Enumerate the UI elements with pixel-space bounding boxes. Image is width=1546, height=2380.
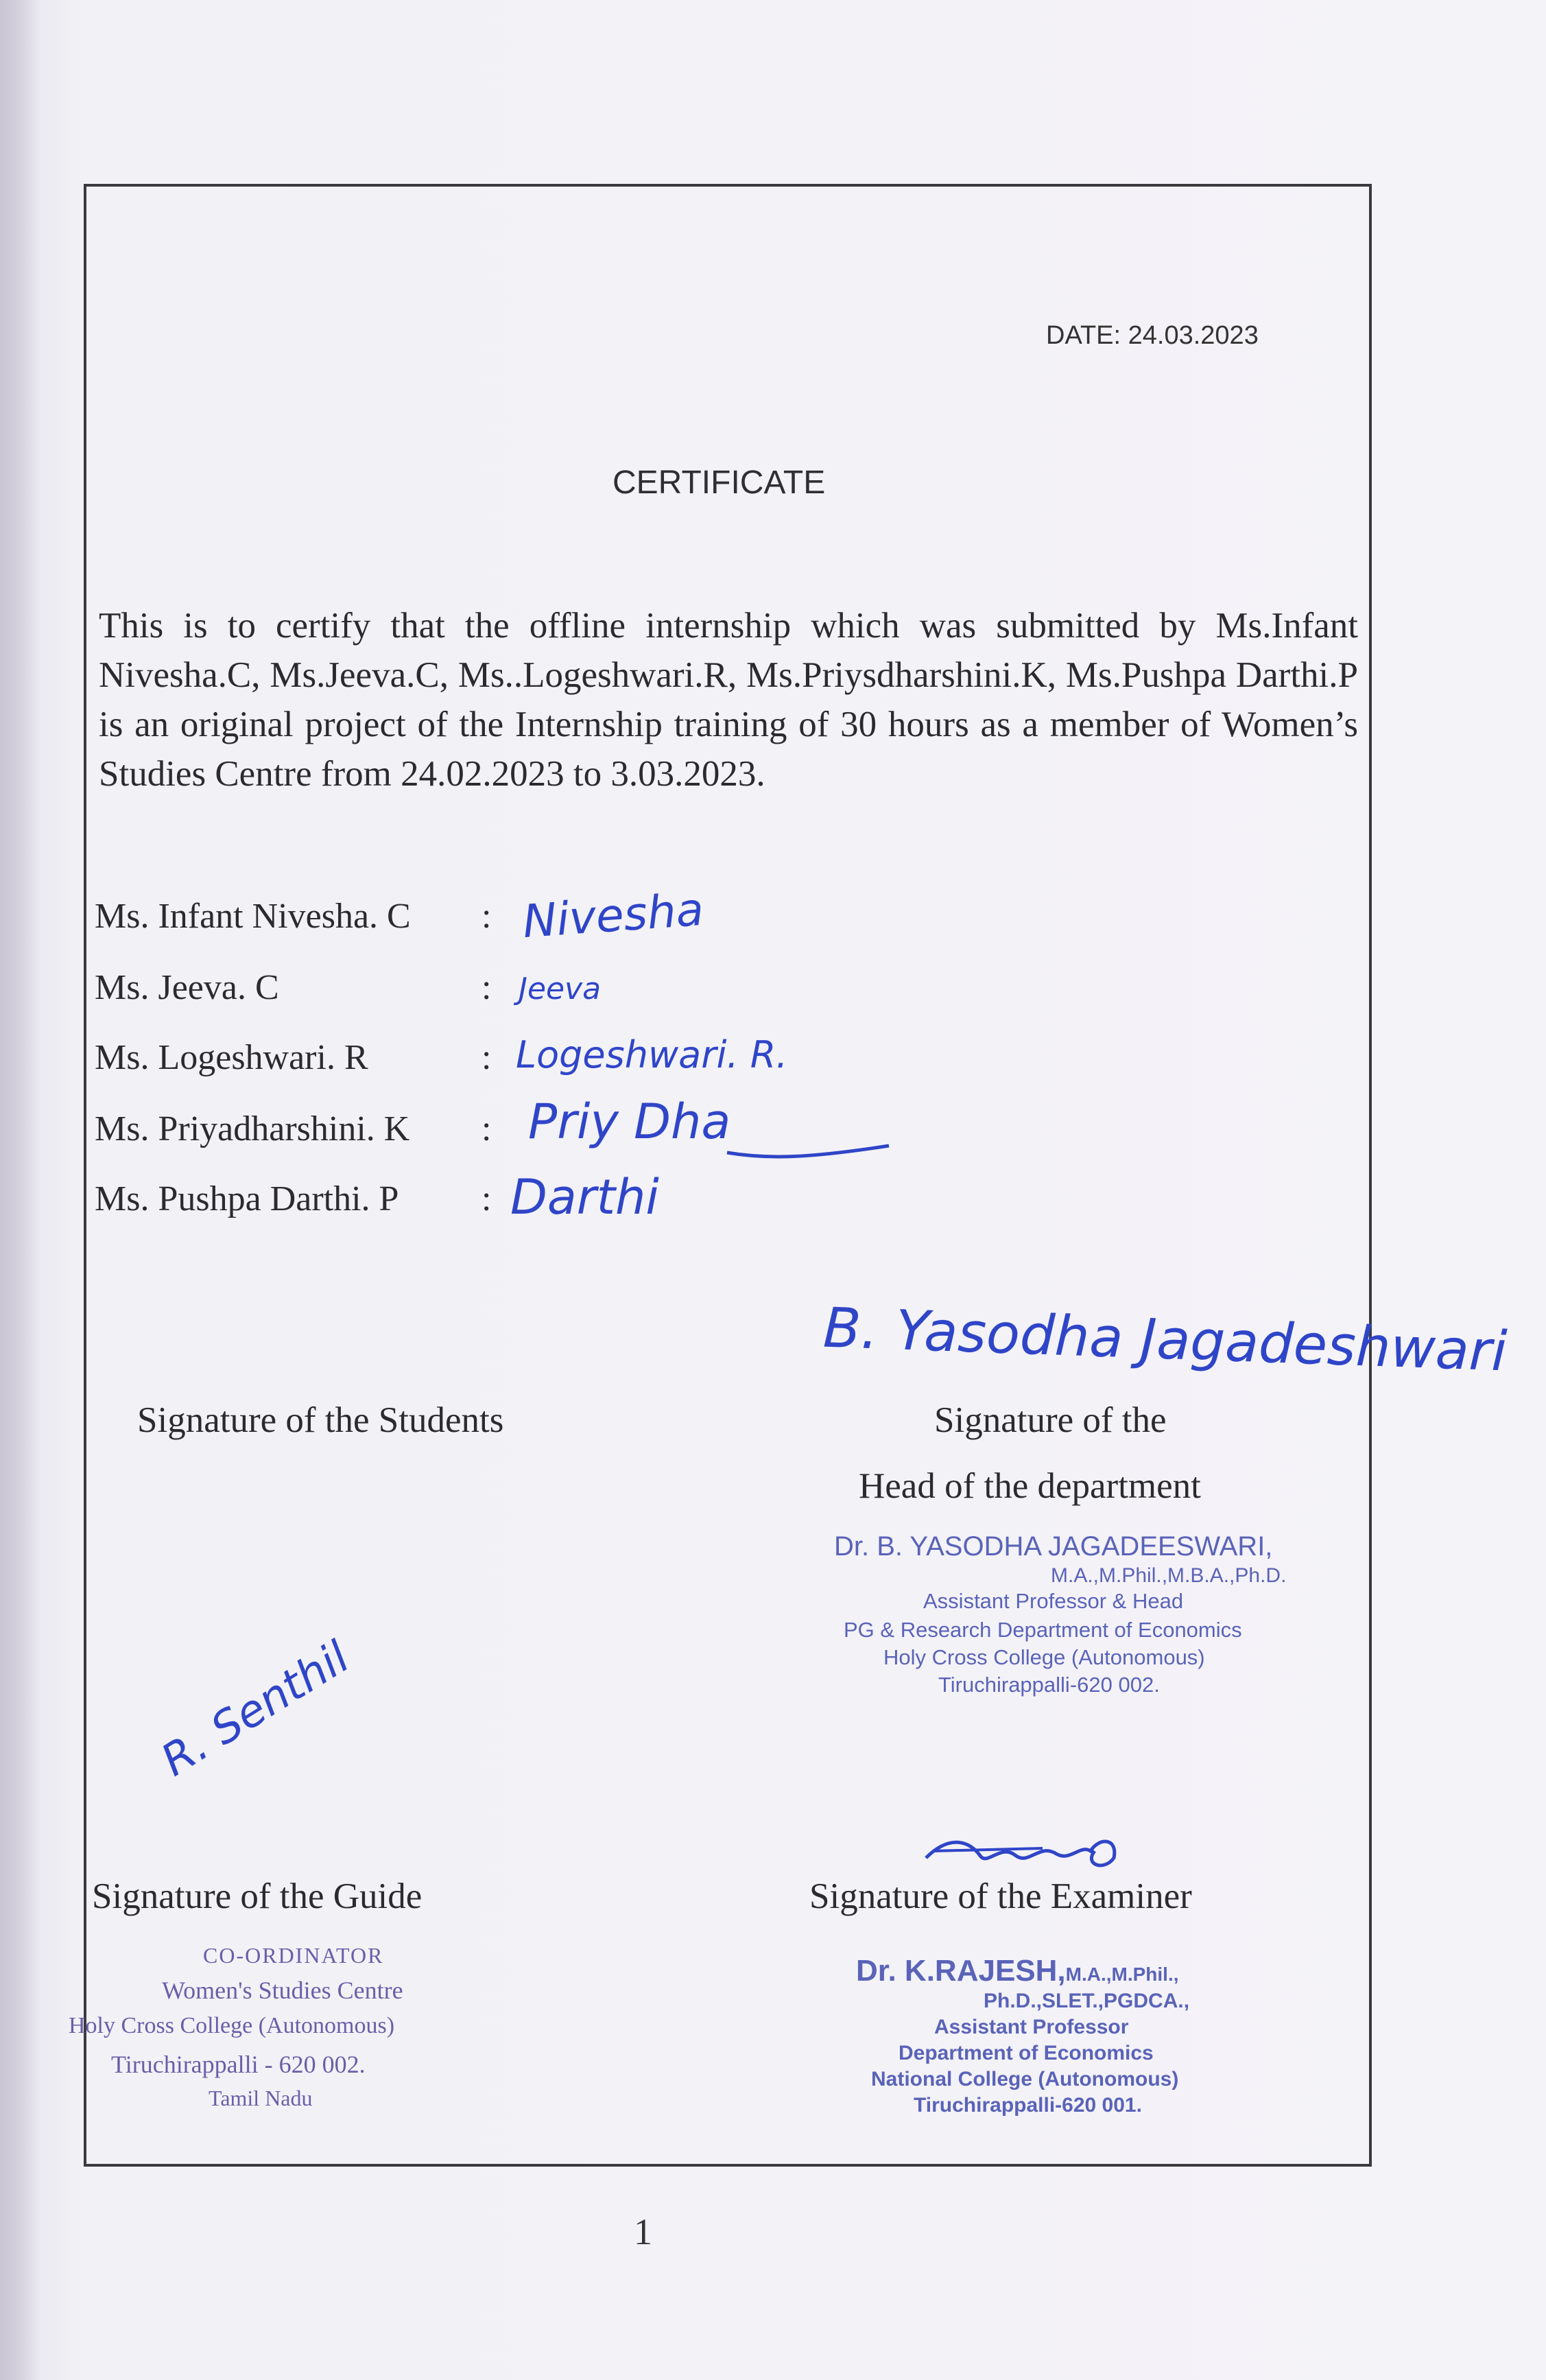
page-binding-edge xyxy=(0,0,41,2380)
guide-stamp-college: Holy Cross College (Autonomous) xyxy=(69,2013,395,2038)
hod-stamp-college: Holy Cross College (Autonomous) xyxy=(883,1645,1205,1669)
examiner-degrees: M.A.,M.Phil., xyxy=(1065,1964,1179,1985)
guide-stamp-city: Tiruchirappalli - 620 002. xyxy=(111,2051,366,2078)
colon: : xyxy=(481,897,492,936)
hod-title-label: Head of the department xyxy=(859,1466,1201,1506)
students-signature-label: Signature of the Students xyxy=(137,1400,504,1440)
guide-signature: R. Senthil xyxy=(152,1631,359,1787)
student-signature: Nivesha xyxy=(521,882,706,949)
examiner-name: Dr. K.RAJESH, xyxy=(856,1954,1066,1988)
colon: : xyxy=(481,968,492,1007)
guide-signature-label: Signature of the Guide xyxy=(92,1876,423,1916)
student-signature: Priy Dha xyxy=(528,1094,731,1150)
examiner-stamp-city: Tiruchirappalli-620 001. xyxy=(914,2094,1142,2117)
hod-stamp-city: Tiruchirappalli-620 002. xyxy=(938,1673,1160,1697)
student-name: Ms. Jeeva. C xyxy=(95,968,279,1007)
student-signature: Darthi xyxy=(510,1169,659,1225)
hod-signature-label: Signature of the xyxy=(934,1400,1167,1440)
hod-stamp-designation: Assistant Professor & Head xyxy=(923,1589,1184,1613)
signature-flourish xyxy=(727,1139,892,1166)
student-name: Ms. Pushpa Darthi. P xyxy=(95,1179,399,1218)
guide-stamp-state: Tamil Nadu xyxy=(209,2086,313,2110)
hod-stamp-name: Dr. B. YASODHA JAGADEESWARI, xyxy=(834,1531,1273,1562)
hod-stamp-degrees: M.A.,M.Phil.,M.B.A.,Ph.D. xyxy=(1051,1564,1287,1587)
student-signature: Jeeva xyxy=(519,971,602,1006)
page-number: 1 xyxy=(634,2211,652,2252)
examiner-stamp-department: Department of Economics xyxy=(899,2042,1154,2064)
certificate-body xyxy=(99,601,1358,799)
guide-stamp-title: CO-ORDINATOR xyxy=(203,1943,384,1968)
student-name: Ms. Infant Nivesha. C xyxy=(95,897,411,936)
student-name: Ms. Priyadharshini. K xyxy=(95,1109,410,1148)
hod-stamp-department: PG & Research Department of Economics xyxy=(844,1618,1242,1642)
certificate-date: DATE: 24.03.2023 xyxy=(1046,321,1259,350)
colon: : xyxy=(481,1109,492,1148)
colon: : xyxy=(481,1179,492,1218)
examiner-stamp-college: National College (Autonomous) xyxy=(871,2068,1179,2090)
examiner-stamp-name xyxy=(856,1954,1179,1988)
guide-stamp-centre: Women's Studies Centre xyxy=(162,1977,403,2004)
colon: : xyxy=(481,1038,492,1077)
student-name: Ms. Logeshwari. R xyxy=(95,1038,368,1077)
certificate-statement: This is to certify that the offline internship which was submitted by Ms.Infant Nivesha.C, Ms.Jeeva.C, Ms..Logeshwari.R, Ms.Priysdharshini.K, Ms.Pushpa Darthi.P is an original project of the Internship training of 30 hours as a member of Women’s Studies Centre from 24.02.2023 to 3.03.2023. xyxy=(99,606,1358,794)
student-signature: Logeshwari. R. xyxy=(516,1033,788,1076)
examiner-stamp-designation: Assistant Professor xyxy=(934,2016,1129,2038)
examiner-stamp-qualifications: Ph.D.,SLET.,PGDCA., xyxy=(984,1990,1190,2012)
hod-signature: B. Yasodha Jagadeshwari xyxy=(822,1295,1508,1384)
examiner-signature-label: Signature of the Examiner xyxy=(809,1876,1192,1916)
certificate-title: CERTIFICATE xyxy=(613,464,826,501)
